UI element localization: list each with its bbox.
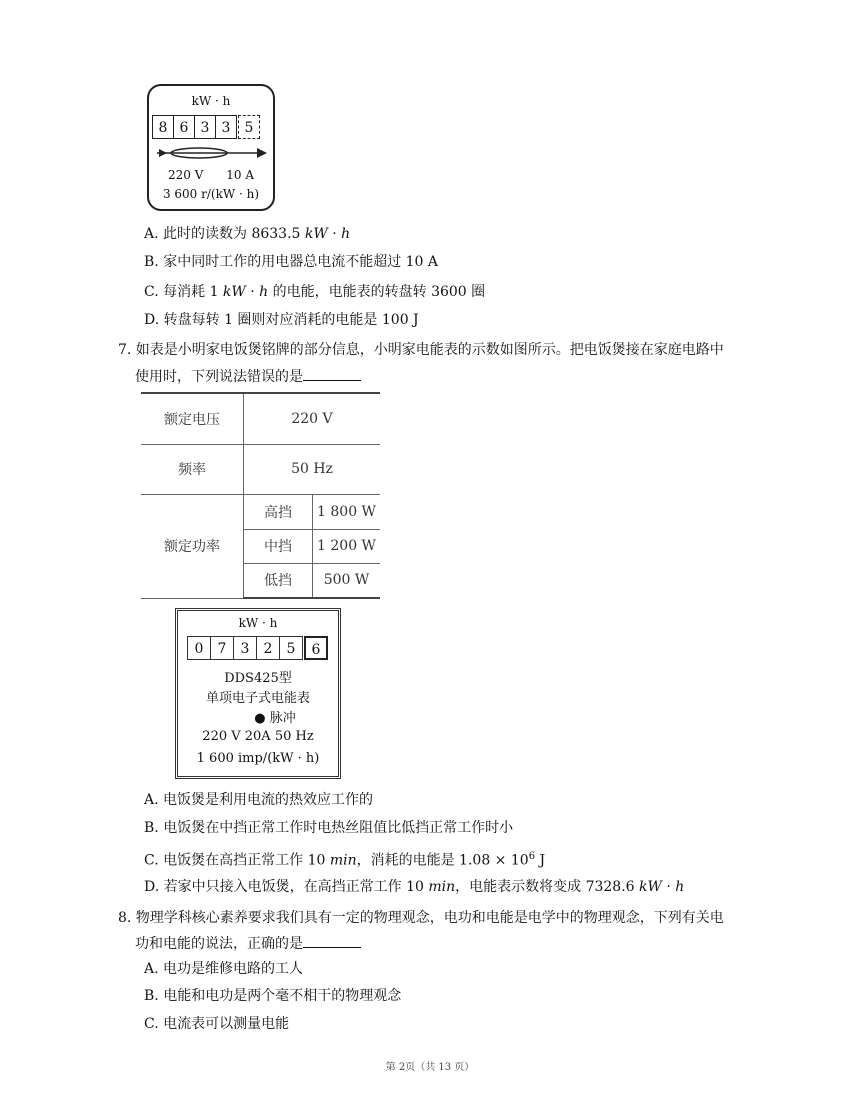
q6-option-b: B. 家中同时工作的用电器总电流不能超过 10 A — [144, 254, 439, 270]
q6-option-d: D. 转盘每转 1 圈则对应消耗的电能是 100 J — [144, 312, 419, 328]
gear-name: 高挡 — [244, 494, 313, 529]
meter-rating: 220 V 20A 50 Hz — [202, 729, 314, 744]
q6-option-c: C. 每消耗 1 kW · h 的电能，电能表的转盘转 3600 圈 — [144, 284, 486, 300]
answer-blank — [303, 366, 361, 381]
meter-digit: 3 — [233, 636, 257, 660]
energy-meter-figure-2 — [175, 608, 341, 779]
meter-digit: 2 — [256, 636, 280, 660]
gear-power: 500 W — [313, 563, 381, 598]
gear-power: 1 200 W — [313, 529, 381, 563]
q8-option-b: B. 电能和电功是两个毫不相干的物理观念 — [144, 988, 402, 1004]
meter-digit: 5 — [279, 636, 303, 660]
meter-unit: kW · h — [238, 616, 278, 630]
meter-constant: 1 600 imp/(kW · h) — [196, 751, 320, 766]
meter-digits — [153, 115, 260, 139]
meter-unit: kW · h — [191, 94, 231, 108]
meter-digit: 8 — [152, 115, 174, 139]
q7-stem-line2: 使用时，下列说法错误的是 — [135, 364, 361, 390]
q8-option-c: C. 电流表可以测量电能 — [144, 1016, 290, 1032]
q8-option-a: A. 电功是维修电路的工人 — [144, 961, 304, 977]
meter-digit: 6 — [173, 115, 195, 139]
meter-pulse: ● 脉冲 — [254, 711, 296, 726]
meter-digit: 3 — [215, 115, 237, 139]
gear-name: 中挡 — [244, 529, 313, 563]
meter-decimal-digit: 5 — [238, 115, 260, 139]
meter-type: 单项电子式电能表 — [205, 691, 310, 706]
rated-power-label: 额定功率 — [141, 494, 244, 598]
meter-digit: 3 — [194, 115, 216, 139]
q6-option-a: A. 此时的读数为 8633.5 kW · h — [144, 226, 351, 242]
frequency-value: 50 Hz — [244, 444, 381, 494]
q7-option-c: C. 电饭煲在高挡正常工作 10 min，消耗的电能是 $1.08 \times 10^6$ J — [144, 851, 546, 869]
energy-meter-figure-1 — [147, 84, 275, 211]
gear-name: 低挡 — [244, 563, 313, 598]
gear-power: 1 800 W — [313, 494, 381, 529]
q7-option-a: A. 电饭煲是利用电流的热效应工作的 — [144, 792, 374, 808]
frequency-label: 频率 — [141, 444, 244, 494]
meter-digit: 7 — [210, 636, 234, 660]
meter-model: DDS425型 — [224, 671, 292, 686]
rice-cooker-nameplate-table — [141, 392, 380, 599]
meter-digits — [188, 636, 328, 660]
answer-blank — [303, 933, 361, 948]
q8-stem-line2: 功和电能的说法，正确的是 — [135, 931, 361, 957]
meter-constant: 3 600 r/(kW · h) — [162, 187, 260, 201]
meter-decimal-digit: 6 — [304, 636, 328, 660]
q8-stem-line1: 8. 物理学科核心素养要求我们具有一定的物理观念，电功和电能是电学中的物理观念，下列有关电 — [118, 910, 724, 926]
page-footer: 第 2页（共 13 页） — [385, 1062, 475, 1073]
meter-rating: 220 V 10 A — [167, 168, 255, 182]
rotation-disc-arrow-icon — [157, 146, 269, 160]
rated-voltage-label: 额定电压 — [141, 393, 244, 444]
rated-voltage-value: 220 V — [244, 393, 381, 444]
q7-stem-line1: 7. 如表是小明家电饭煲铭牌的部分信息，小明家电能表的示数如图所示。把电饭煲接在家庭电路中 — [118, 342, 724, 358]
meter-digit: 0 — [187, 636, 211, 660]
q7-option-b: B. 电饭煲在中挡正常工作时电热丝阻值比低挡正常工作时小 — [144, 820, 514, 836]
q7-option-d: D. 若家中只接入电饭煲，在高挡正常工作 10 min，电能表示数将变成 7328.6 kW · h — [144, 879, 685, 895]
